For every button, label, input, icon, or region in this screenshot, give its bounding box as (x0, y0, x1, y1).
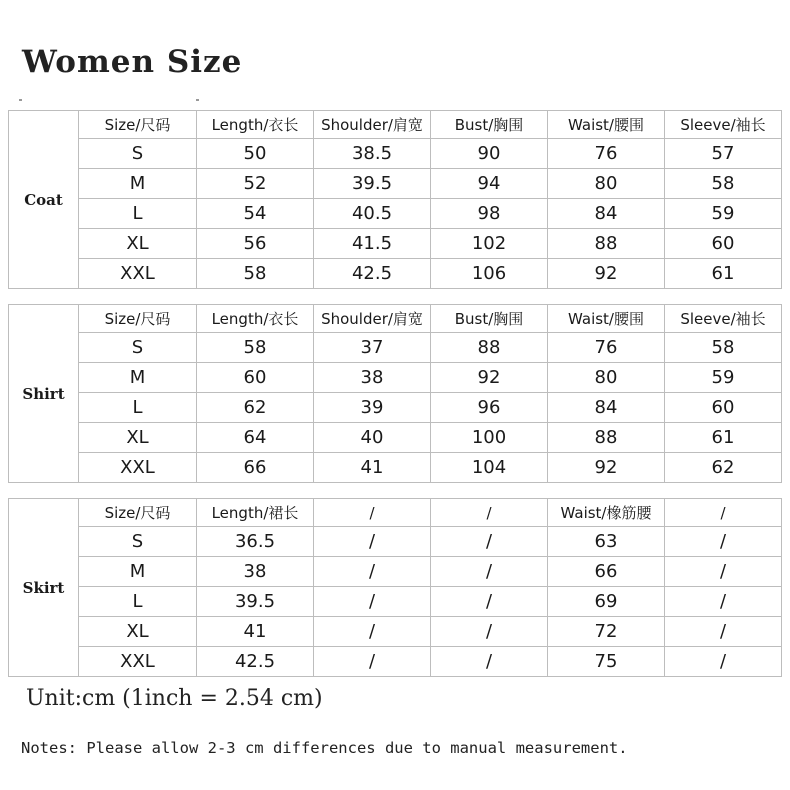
measurement-cell: / (665, 647, 782, 677)
measurement-cell: 58 (197, 333, 314, 363)
measurement-cell: 76 (548, 139, 665, 169)
measurement-cell: / (665, 527, 782, 557)
measurement-cell: 52 (197, 169, 314, 199)
measurement-cell: 84 (548, 199, 665, 229)
column-header: Shoulder/肩宽 (314, 305, 431, 333)
measurement-cell: 58 (665, 169, 782, 199)
measurement-cell: 61 (665, 259, 782, 289)
column-header: Bust/胸围 (431, 111, 548, 139)
measurement-cell: 98 (431, 199, 548, 229)
divider-dot (196, 99, 199, 101)
measurement-cell: 41.5 (314, 229, 431, 259)
measurement-cell: 54 (197, 199, 314, 229)
measurement-cell: 40 (314, 423, 431, 453)
measurement-cell: 39.5 (197, 587, 314, 617)
size-cell: XL (79, 229, 197, 259)
measurement-cell: 37 (314, 333, 431, 363)
measurement-cell: 88 (548, 423, 665, 453)
measurement-cell: 88 (548, 229, 665, 259)
table-row (9, 423, 782, 453)
measurement-cell: 66 (197, 453, 314, 483)
table-row (9, 259, 782, 289)
measurement-cell: 80 (548, 169, 665, 199)
measurement-cell: 42.5 (314, 259, 431, 289)
measurement-cell: 80 (548, 363, 665, 393)
column-header: / (665, 499, 782, 527)
column-header: / (431, 499, 548, 527)
column-header: Waist/橡筋腰 (548, 499, 665, 527)
table-row (9, 139, 782, 169)
measurement-cell: / (665, 617, 782, 647)
size-table-skirt (8, 498, 782, 677)
measurement-cell: 62 (197, 393, 314, 423)
table-row (9, 527, 782, 557)
measurement-cell: 94 (431, 169, 548, 199)
table-row (9, 557, 782, 587)
column-header: Size/尺码 (79, 499, 197, 527)
measurement-cell: 38.5 (314, 139, 431, 169)
column-header: Size/尺码 (79, 305, 197, 333)
measurement-cell: 72 (548, 617, 665, 647)
measurement-cell: 92 (548, 259, 665, 289)
measurement-cell: 60 (197, 363, 314, 393)
column-header: / (314, 499, 431, 527)
measurement-cell: / (314, 647, 431, 677)
group-label: Shirt (9, 305, 79, 483)
measurement-cell: 40.5 (314, 199, 431, 229)
size-cell: XL (79, 423, 197, 453)
measurement-cell: 57 (665, 139, 782, 169)
size-cell: M (79, 557, 197, 587)
measurement-cell: 60 (665, 229, 782, 259)
measurement-cell: / (665, 587, 782, 617)
measurement-cell: 39.5 (314, 169, 431, 199)
size-cell: S (79, 527, 197, 557)
size-cell: L (79, 587, 197, 617)
size-cell: M (79, 363, 197, 393)
unit-note: Unit:cm (1inch = 2.54 cm) (26, 686, 323, 711)
table-row (9, 647, 782, 677)
measurement-cell: 63 (548, 527, 665, 557)
measurement-cell: 92 (548, 453, 665, 483)
measurement-cell: / (665, 557, 782, 587)
table-header-row (9, 111, 782, 139)
group-label: Coat (9, 111, 79, 289)
measurement-cell: 50 (197, 139, 314, 169)
measurement-cell: / (314, 557, 431, 587)
size-cell: M (79, 169, 197, 199)
measurement-cell: 39 (314, 393, 431, 423)
measurement-cell: 38 (314, 363, 431, 393)
measurement-cell: 59 (665, 363, 782, 393)
table-row (9, 363, 782, 393)
measurement-cell: 64 (197, 423, 314, 453)
measurement-cell: / (431, 617, 548, 647)
measurement-cell: 38 (197, 557, 314, 587)
divider-dot (19, 99, 22, 101)
table-row (9, 199, 782, 229)
measurement-cell: 104 (431, 453, 548, 483)
measurement-cell: 58 (665, 333, 782, 363)
measurement-cell: 41 (314, 453, 431, 483)
measurement-cell: / (314, 617, 431, 647)
measurement-cell: 100 (431, 423, 548, 453)
table-header-row (9, 305, 782, 333)
measurement-cell: 76 (548, 333, 665, 363)
column-header: Length/裙长 (197, 499, 314, 527)
measurement-cell: 58 (197, 259, 314, 289)
column-header: Waist/腰围 (548, 305, 665, 333)
column-header: Waist/腰围 (548, 111, 665, 139)
table-row (9, 333, 782, 363)
table-row (9, 453, 782, 483)
column-header: Sleeve/袖长 (665, 111, 782, 139)
table-row (9, 393, 782, 423)
measurement-cell: 36.5 (197, 527, 314, 557)
measurement-cell: / (314, 587, 431, 617)
table-row (9, 169, 782, 199)
measurement-cell: / (431, 527, 548, 557)
measurement-cell: 96 (431, 393, 548, 423)
measurement-cell: 66 (548, 557, 665, 587)
table-header-row (9, 499, 782, 527)
measurement-cell: 60 (665, 393, 782, 423)
size-cell: XXL (79, 453, 197, 483)
column-header: Length/衣长 (197, 111, 314, 139)
measurement-cell: 102 (431, 229, 548, 259)
measurement-cell: / (314, 527, 431, 557)
measurement-cell: 42.5 (197, 647, 314, 677)
measurement-notes: Notes: Please allow 2-3 cm differences due to manual measurement. (21, 739, 628, 757)
measurement-cell: 106 (431, 259, 548, 289)
measurement-cell: 62 (665, 453, 782, 483)
column-header: Length/衣长 (197, 305, 314, 333)
measurement-cell: / (431, 587, 548, 617)
table-row (9, 617, 782, 647)
size-cell: XL (79, 617, 197, 647)
size-cell: S (79, 139, 197, 169)
size-cell: S (79, 333, 197, 363)
measurement-cell: / (431, 647, 548, 677)
table-row (9, 587, 782, 617)
measurement-cell: 90 (431, 139, 548, 169)
column-header: Sleeve/袖长 (665, 305, 782, 333)
group-label: Skirt (9, 499, 79, 677)
measurement-cell: 88 (431, 333, 548, 363)
measurement-cell: 56 (197, 229, 314, 259)
measurement-cell: 75 (548, 647, 665, 677)
measurement-cell: 41 (197, 617, 314, 647)
size-table-shirt (8, 304, 782, 483)
measurement-cell: 92 (431, 363, 548, 393)
size-table-coat (8, 110, 782, 289)
measurement-cell: 59 (665, 199, 782, 229)
measurement-cell: 69 (548, 587, 665, 617)
size-cell: L (79, 199, 197, 229)
measurement-cell: 84 (548, 393, 665, 423)
size-cell: XXL (79, 259, 197, 289)
measurement-cell: 61 (665, 423, 782, 453)
column-header: Bust/胸围 (431, 305, 548, 333)
column-header: Size/尺码 (79, 111, 197, 139)
column-header: Shoulder/肩宽 (314, 111, 431, 139)
size-cell: L (79, 393, 197, 423)
page-title: Women Size (22, 44, 243, 80)
measurement-cell: / (431, 557, 548, 587)
table-row (9, 229, 782, 259)
size-cell: XXL (79, 647, 197, 677)
